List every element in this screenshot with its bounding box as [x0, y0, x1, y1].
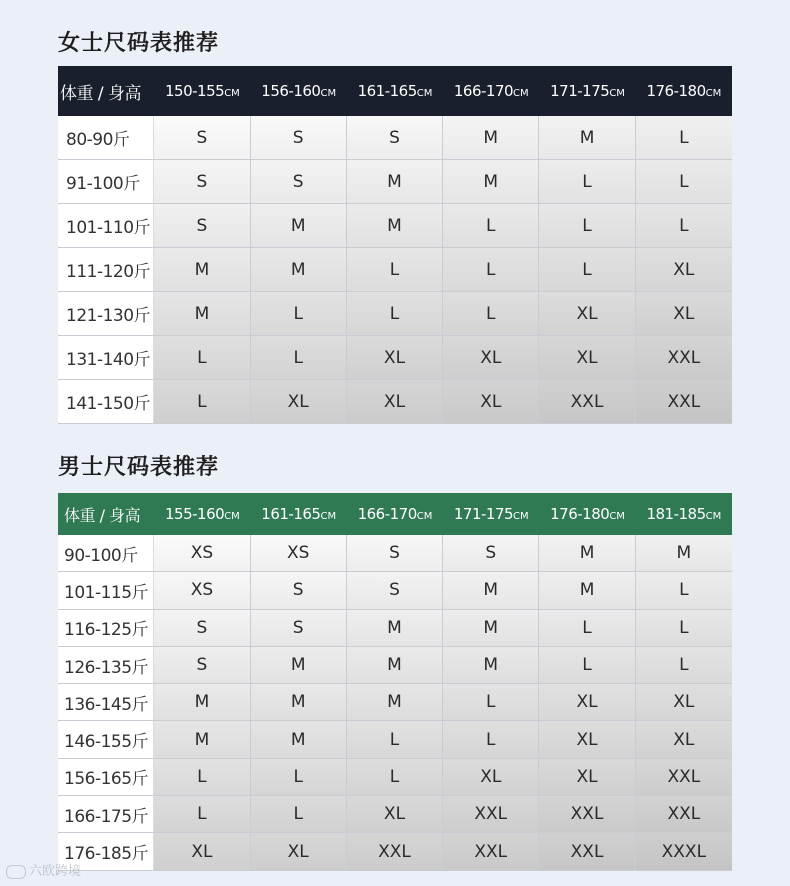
size-cell: L: [443, 248, 539, 292]
height-unit: CM: [416, 511, 433, 522]
size-cell: M: [443, 572, 539, 609]
size-cell: L: [347, 759, 443, 796]
height-range: 176-180: [550, 505, 610, 523]
table-header-row: [58, 493, 732, 535]
women-size-table: [58, 66, 732, 424]
size-cell: L: [539, 248, 635, 292]
height-range: 150-155: [165, 82, 225, 100]
size-cell: L: [251, 759, 347, 796]
height-range: 176-180: [646, 82, 706, 100]
table-row: [58, 796, 732, 833]
corner-header: 体重 / 身高: [60, 83, 142, 104]
size-cell: L: [347, 721, 443, 758]
size-cell: XL: [539, 721, 635, 758]
height-column-header: [636, 493, 732, 535]
weight-range-cell: 111-120斤: [58, 248, 154, 292]
size-cell: L: [251, 336, 347, 380]
size-cell: M: [539, 572, 635, 609]
weight-range-cell: 121-130斤: [58, 292, 154, 336]
size-cell: M: [251, 721, 347, 758]
size-cell: M: [347, 160, 443, 204]
height-column-header: [443, 493, 539, 535]
size-cell: L: [539, 647, 635, 684]
size-cell: XL: [251, 380, 347, 424]
size-cell: M: [347, 610, 443, 647]
table-row: [58, 535, 732, 572]
size-cell: XXL: [636, 796, 732, 833]
weight-range-cell: 91-100斤: [58, 160, 154, 204]
weight-range-cell: 156-165斤: [58, 759, 154, 796]
size-cell: XL: [539, 292, 635, 336]
size-cell: XS: [251, 535, 347, 572]
size-cell: L: [636, 116, 732, 160]
size-cell: S: [154, 160, 250, 204]
size-cell: XL: [443, 759, 539, 796]
weight-range-cell: 136-145斤: [58, 684, 154, 721]
height-range: 156-160: [261, 82, 321, 100]
size-cell: XL: [154, 833, 250, 870]
height-unit: CM: [416, 88, 433, 99]
table-header-row: [58, 66, 732, 116]
size-cell: L: [636, 610, 732, 647]
size-cell: XXL: [443, 796, 539, 833]
size-cell: M: [251, 248, 347, 292]
size-cell: M: [347, 204, 443, 248]
size-cell: S: [347, 116, 443, 160]
size-cell: M: [443, 160, 539, 204]
height-unit: CM: [320, 511, 337, 522]
size-cell: L: [154, 759, 250, 796]
height-unit: CM: [609, 88, 625, 99]
size-cell: S: [251, 572, 347, 609]
size-cell: XXL: [539, 833, 635, 870]
weight-range-cell: 80-90斤: [58, 116, 154, 160]
height-range: 166-170: [453, 82, 514, 100]
size-cell: L: [347, 248, 443, 292]
table-row: [58, 610, 732, 647]
table-row: [58, 647, 732, 684]
size-cell: L: [539, 160, 635, 204]
size-cell: M: [347, 647, 443, 684]
size-cell: XL: [443, 336, 539, 380]
height-column-header: [154, 493, 250, 535]
size-cell: S: [443, 535, 539, 572]
size-cell: L: [539, 610, 635, 647]
height-column-header: [347, 66, 443, 116]
table-row: [58, 116, 732, 160]
weight-range-cell: 166-175斤: [58, 796, 154, 833]
table-row: [58, 759, 732, 796]
size-cell: XL: [539, 336, 635, 380]
size-cell: S: [347, 572, 443, 609]
size-cell: M: [154, 248, 250, 292]
size-cell: L: [347, 292, 443, 336]
size-cell: M: [154, 721, 250, 758]
size-cell: XXL: [539, 796, 635, 833]
size-cell: L: [636, 572, 732, 609]
table-row: [58, 160, 732, 204]
size-cell: M: [251, 204, 347, 248]
size-cell: S: [154, 204, 250, 248]
size-cell: XXL: [636, 759, 732, 796]
table-row: [58, 572, 732, 609]
size-cell: S: [154, 116, 250, 160]
size-cell: XL: [347, 796, 443, 833]
size-cell: M: [443, 610, 539, 647]
weight-range-cell: 101-115斤: [58, 572, 154, 609]
table-row: [58, 380, 732, 424]
size-cell: L: [443, 292, 539, 336]
size-cell: XL: [347, 336, 443, 380]
watermark: [6, 860, 81, 879]
weight-range-cell: 126-135斤: [58, 647, 154, 684]
size-cell: L: [636, 647, 732, 684]
height-unit: CM: [513, 88, 529, 99]
men-size-table: [58, 493, 732, 871]
size-cell: L: [443, 684, 539, 721]
size-cell: XL: [636, 721, 732, 758]
size-cell: M: [539, 535, 635, 572]
height-range: 171-175: [550, 82, 610, 100]
height-column-header: [443, 66, 539, 116]
size-cell: L: [443, 204, 539, 248]
size-cell: L: [154, 380, 250, 424]
size-cell: XXXL: [636, 833, 732, 870]
size-cell: XL: [636, 248, 732, 292]
size-cell: XXL: [347, 833, 443, 870]
height-unit: CM: [705, 511, 722, 522]
table-row: [58, 684, 732, 721]
height-range: 166-170: [357, 505, 417, 523]
height-unit: CM: [609, 511, 625, 522]
size-cell: XL: [347, 380, 443, 424]
size-cell: XL: [539, 684, 635, 721]
weight-range-cell: 141-150斤: [58, 380, 154, 424]
size-cell: XL: [443, 380, 539, 424]
size-cell: M: [154, 292, 250, 336]
height-unit: CM: [224, 88, 240, 99]
women-size-chart-title: 女士尺码表推荐: [58, 31, 220, 56]
height-column-header: [251, 493, 347, 535]
weight-range-cell: 131-140斤: [58, 336, 154, 380]
table-row: [58, 336, 732, 380]
size-cell: M: [154, 684, 250, 721]
size-cell: M: [443, 647, 539, 684]
size-cell: XXL: [636, 380, 732, 424]
size-cell: L: [443, 721, 539, 758]
size-cell: XXL: [636, 336, 732, 380]
size-cell: L: [636, 204, 732, 248]
height-range: 171-175: [453, 505, 514, 523]
size-cell: S: [154, 647, 250, 684]
size-cell: S: [251, 116, 347, 160]
size-cell: M: [251, 684, 347, 721]
size-cell: M: [251, 647, 347, 684]
watermark-text: 六欧跨境: [29, 864, 82, 879]
size-cell: M: [539, 116, 635, 160]
size-cell: L: [636, 160, 732, 204]
size-cell: L: [539, 204, 635, 248]
table-row: [58, 721, 732, 758]
size-cell: L: [251, 292, 347, 336]
size-cell: L: [251, 796, 347, 833]
size-cell: XL: [251, 833, 347, 870]
size-cell: XXL: [443, 833, 539, 870]
weight-range-cell: 90-100斤: [58, 535, 154, 572]
height-unit: CM: [224, 511, 240, 522]
size-cell: M: [443, 116, 539, 160]
height-range: 181-185: [646, 505, 706, 523]
size-cell: S: [251, 160, 347, 204]
size-cell: XS: [154, 572, 250, 609]
height-unit: CM: [320, 88, 337, 99]
weight-range-cell: 116-125斤: [58, 610, 154, 647]
size-cell: S: [347, 535, 443, 572]
weight-range-cell: 176-185斤: [58, 833, 154, 870]
weight-range-cell: 101-110斤: [58, 204, 154, 248]
size-cell: S: [251, 610, 347, 647]
size-cell: XS: [154, 535, 250, 572]
corner-header: 体重 / 身高: [64, 505, 141, 525]
height-range: 161-165: [261, 505, 321, 523]
height-column-header: [636, 66, 732, 116]
table-row: [58, 204, 732, 248]
height-range: 161-165: [357, 82, 417, 100]
size-cell: L: [154, 336, 250, 380]
table-row: [58, 833, 732, 870]
size-cell: XXL: [539, 380, 635, 424]
men-size-chart-title: 男士尺码表推荐: [58, 455, 220, 480]
size-cell: L: [154, 796, 250, 833]
height-unit: CM: [513, 511, 529, 522]
height-column-header: [154, 66, 250, 116]
weight-range-cell: 146-155斤: [58, 721, 154, 758]
size-cell: M: [636, 535, 732, 572]
height-unit: CM: [705, 88, 722, 99]
size-cell: XL: [539, 759, 635, 796]
size-cell: M: [347, 684, 443, 721]
height-column-header: [251, 66, 347, 116]
table-row: [58, 292, 732, 336]
height-column-header: [347, 493, 443, 535]
size-cell: XL: [636, 292, 732, 336]
height-range: 155-160: [165, 505, 225, 523]
size-cell: XL: [636, 684, 732, 721]
height-column-header: [539, 66, 635, 116]
size-cell: S: [154, 610, 250, 647]
logo-icon: [6, 865, 26, 879]
height-column-header: [539, 493, 635, 535]
table-row: [58, 248, 732, 292]
